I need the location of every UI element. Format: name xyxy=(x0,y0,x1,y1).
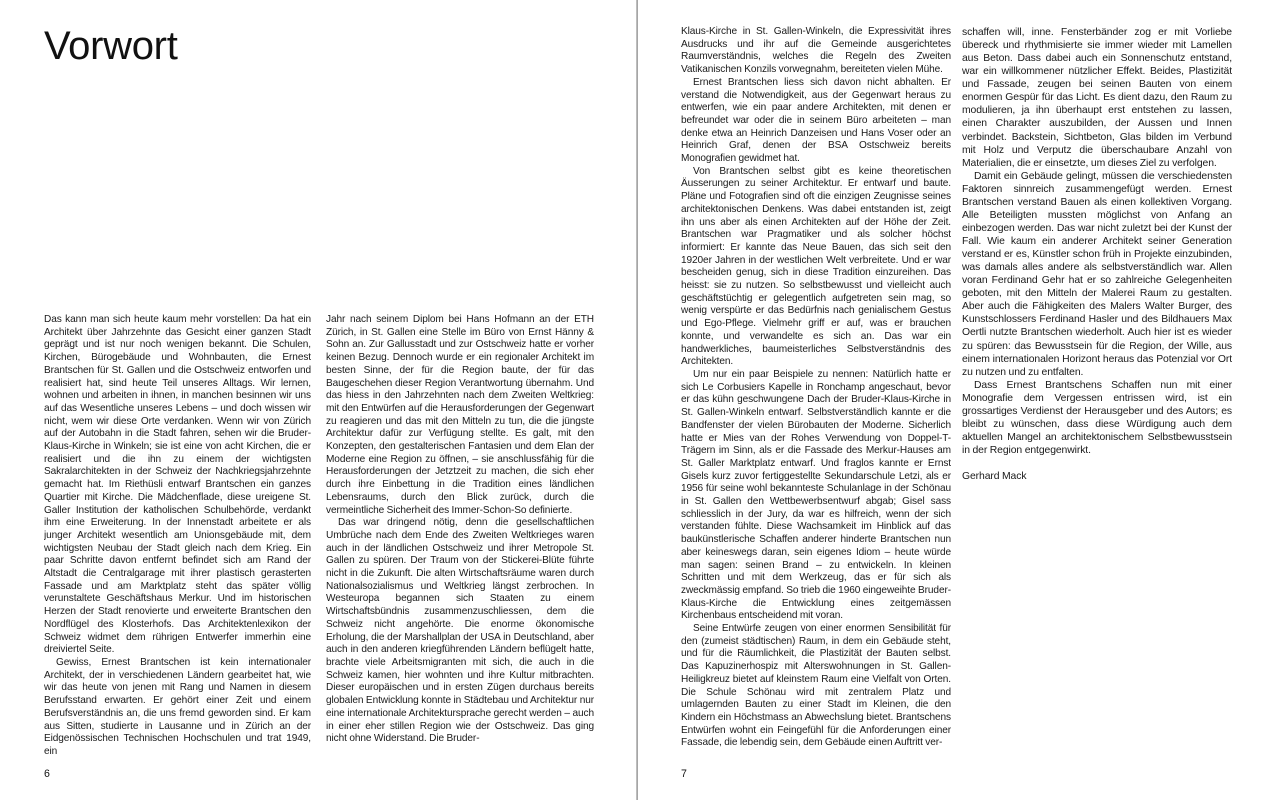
text-column-2 xyxy=(326,314,594,760)
paragraph: Von Brantschen selbst gibt es keine theoretischen Äusserungen zu seiner Architektur. Er entwarf und baute. Pläne und Fotografien sind oft die einzigen Zeugnisse seines architektonischen Denkens. Was dabei entstanden ist, zeigt ihn uns aber als einen Architekten auf der Höhe der Zeit. Brantschen war Pragmatiker und als solcher höchst informiert: Er kannte das Neue Bauen, das sich seit den 1920er Jahren in der westlichen Welt verbreitete. Und er war bescheiden genug, sich in diese Tradition einzureihen. Das heisst: sie zu nutzen. So selbstbewusst und vielleicht auch geschäftstüchtig er gelegentlich aufgetreten sein mag, so wenig verspürte er das Bedürfnis nach genialischem Gestus und Ego-Pflege. Vielmehr griff er auf, was er brauchen konnte, und verwandelte es sich an. Das war ein handwerkliches, baumeisterliches Selbstverständnis des Architekten. xyxy=(681,165,951,368)
text-column-4 xyxy=(962,26,1232,486)
author-signature: Gerhard Mack xyxy=(962,471,1027,483)
text-column-1 xyxy=(44,314,311,760)
paragraph: Klaus-Kirche in St. Gallen-Winkeln, die Expressivität ihres Ausdrucks und ihr auf die Gemeinde ausgerichtetes Raumverständnis, welches die Regeln des Zweiten Vatikanischen Konzils vorwegnahm, bereiteten vielen Mühe. xyxy=(681,26,951,76)
paragraph: Dass Ernest Brantschens Schaffen nun mit einer Monografie dem Vergessen entrissen wird, ist ein grossartiges Verdienst der Herausgeber und des Autors; es bleibt zu wünschen, dass diese Würdigung auch dem aktuellen Mangel an architektonischem Selbstbewusstsein in der Region entgegenwirkt. xyxy=(962,379,1232,456)
paragraph: Damit ein Gebäude gelingt, müssen die verschiedensten Faktoren sinnreich zusammengefügt werden. Ernest Brantschen verstand Bauen als einen kollektiven Vorgang. Alle Beteiligten mussten möglichst von Anfang an einbezogen werden. Das war nicht zuletzt bei der Kunst der Fall. Wie kaum ein anderer Architekt seiner Generation verstand er es, Künstler schon früh in Projekte einzubinden, was damals alles andere als selbstverständlich war. Allen voran Ferdinand Gehr hat er so zahlreiche Gelegenheiten geboten, mit den Mitteln der Malerei Raum zu gestalten. Aber auch die Fähigkeiten des Malers Walter Burger, des Kunstschlossers Ferdinand Hasler und des Bildhauers Max Oertli nutzte Brantschen wiederholt. Auch hier ist es wieder zu spüren: das Bewusstsein für die Region, der Wille, aus einem internationalen Horizont heraus das Potenzial vor Ort zu nutzen und zu entfalten. xyxy=(962,170,1232,378)
paragraph: Um nur ein paar Beispiele zu nennen: Natürlich hatte er sich Le Corbusiers Kapelle in Ronchamp angeschaut, bevor er das kühn geschwungene Dach der Bruder-Klaus-Kirche in St. Gallen-Winkeln entwarf. Selbstverständlich kannte er die Bandfenster der vielen Bürobauten der Moderne. Sicherlich hatte er Mies van der Rohes Verwendung von Doppel-T-Trägern im Sinn, als er die Fassade des Merkur-Hauses am St. Galler Marktplatz entwarf. Und fraglos kannte er Ernst Gisels kurz zuvor fertiggestellte Sekundarschule Letzi, als er 1956 für seine wohl bekannteste Schulanlage in der Schönau in St. Gallen den Wettbewerbsentwurf abgab; Gisel sass schliesslich in der Jury, da war es hilfreich, wenn der sich verstanden fühlte. Diese Wachsamkeit im Hinblick auf das baukünstlerische Schaffen anderer hinderte Brantschen nun aber keineswegs daran, sein eigenes Idiom – heute würde man sagen: seinen Brand – zu entwickeln. In kleinen Schritten und mit dem Werkzeug, das er für sich als zweckmässig empfand. So trieb die 1960 eingeweihte Bruder-Klaus-Kirche die Entwicklung eines zeitgemässen Kirchenbaus entscheidend mit voran. xyxy=(681,368,951,622)
page-number-right: 7 xyxy=(681,768,687,780)
paragraph: Seine Entwürfe zeugen von einer enormen Sensibilität für den (zumeist städtischen) Raum, in dem ein Gebäude steht, und für die Räumlichkeit, die Plastizität der Bauten selbst. Das Kapuzinerhospiz mit Alterswohnungen in St. Gallen-Heiligkreuz bietet auf kleinstem Raum eine Vielfalt von Orten. Die Schule Schönau wird mit zentralem Platz und umlagernden Bauten zu einer Stadt im Kleinen, die den Kindern ein Höchstmass an Abwechslung bietet. Brantschens Entwürfen wohnt ein Feingefühl für die Anforderungen einer Fassade, die lebendig sein, dem Gebäude einen Auftritt ver- xyxy=(681,623,951,749)
text-column-3 xyxy=(681,26,951,758)
paragraph: Das kann man sich heute kaum mehr vorstellen: Da hat ein Architekt über Jahrzehnte das Gesicht einer ganzen Stadt geprägt und ist nur noch wenigen bekannt. Die Schulen, Kirchen, Bürogebäude und Wohnbauten, die Ernest Brantschen für St. Gallen und die Ostschweiz entworfen und realisiert hat, sind heute Teil unseres Alltags. Wir lernen, wohnen und arbeiten in ihnen, in manchen besinnen wir uns auf das Wesentliche unseres Lebens – und doch wissen wir nicht, wem wir diese Orte verdanken. Wenn wir von Zürich auf der Autobahn in die Stadt fahren, sehen wir die Bruder-Klaus-Kirche in Winkeln; sie ist eine von acht Kirchen, die er realisiert und die ihn zu einem der wichtigsten Sakralarchitekten in der Schweiz der Nachkriegsjahrzehnte gemacht hat. Im Riethüsli entwarf Brantschen ein ganzes Quartier mit Kirche. Die Mädchenflade, diese ureigene St. Galler Institution der katholischen Schulbehörde, verdankt ihm eine Erweiterung. In der Innenstadt arbeitete er als junger Architekt wesentlich am Unionsgebäude mit, dem wichtigsten Neubau der Stadt gleich nach dem Krieg. Ein paar Schritte davon entfernt befindet sich am Rand der Altstadt die Centralgarage mit ihrer plastisch gerasterten Fassade und am Marktplatz steht das später völlig verunstaltete Geschäftshaus Merkur. Und im historischen Herzen der Stadt renovierte und erweiterte Brantschen den Nordflügel des Klosterhofs. Das Architektenlexikon der Schweiz widmet dem rührigen Entwerfer immerhin eine dreiviertel Seite. xyxy=(44,314,311,656)
page-number-left: 6 xyxy=(44,768,50,780)
paragraph: Jahr nach seinem Diplom bei Hans Hofmann an der ETH Zürich, in St. Gallen eine Stelle im Büro von Ernst Hänny & Sohn an. Zur Gallusstadt und zur Ostschweiz hatte er vorher keinen Bezug. Dennoch wurde er ein regionaler Architekt im besten Sinne, der für die Region baute, der für das Baugeschehen dieser Region Verantwortung übernahm. Und das hiess in den Jahrzehnten nach dem Zweiten Weltkrieg: mit den Entwürfen auf die Herausforderungen der Gegenwart zu reagieren und das mit den Mitteln zu tun, die die jüngste Architektur dafür zur Verfügung stellte. Es galt, mit den Konzepten, den gestalterischen Fantasien und dem Elan der Moderne eine Region zu öffnen, – sie anschlussfähig für die Herausforderungen der Jetztzeit zu machen, die sich eher durch ihre Einbettung in die Tradition eines ländlichen Lebensraums, durch den Blick zurück, durch die vermeintliche Sicherheit des Immer-Schon-So definierte. xyxy=(326,314,594,516)
paragraph: schaffen will, inne. Fensterbänder zog er mit Vorliebe übereck und rhythmisierte sie immer wieder mit Lamellen aus Beton. Dass dabei auch ein Sonnenschutz entstand, war ein willkommener nützlicher Effekt. Beides, Plastizität und Fassade, zeugen bei seinen Bauten von einem enormen Gespür für das Licht. Es dient dazu, den Raum zu modulieren, ja ihn überhaupt erst entstehen zu lassen, einen Charakter auszubilden, der Aussen und Innen verbindet. Backstein, Sichtbeton, Glas bilden im Verbund mit Holz und Verputz die überschaubare Anzahl von Materialien, die er einsetzte, um dieses Ziel zu verfolgen. xyxy=(962,27,1232,169)
paragraph: Das war dringend nötig, denn die gesellschaftlichen Umbrüche nach dem Ende des Zweiten Weltkrieges waren auch in der ländlichen Ostschweiz und ihrer Metropole St. Gallen zu spüren. Der Traum von der Stickerei-Blüte führte nicht in die Zukunft. Die alten Wirtschaftsräume waren durch Nationalsozialismus und Weltkrieg längst zerbrochen. In Westeuropa begannen sich Staaten zu einem Wirtschaftsbündnis zusammenzuschliessen, dem die Schweiz nicht angehörte. Die enorme ökonomische Erholung, die der Marshallplan der USA in Deutschland, aber auch in den anderen kriegführenden Ländern beflügelt hatte, brachte viele Arbeitsmigranten mit sich, die auch in die Schweiz kamen, hier wohnten und ihre Kultur mitbrachten. Dieser europäischen und in ersten Zügen durchaus bereits globalen Entwicklung konnte in Städtebau und Architektur nur eine internationale Architektursprache gerecht werden – auch in einer eher stillen Region wie der Ostschweiz. Das ging nicht ohne Widerstand. Die Bruder- xyxy=(326,517,594,745)
paragraph: Gewiss, Ernest Brantschen ist kein internationaler Architekt, der in verschiedenen Ländern gearbeitet hat, wie wir das heute von jenen mit Rang und Namen in diesem Berufsstand erwarten. Er gehört einer Zeit und einem Berufsverständnis an, die uns fremd geworden sind. Er kam aus Sitten, studierte in Lausanne und in Zürich an der Eidgenössischen Technischen Hochschulen und trat 1949, ein xyxy=(44,656,311,757)
paragraph: Ernest Brantschen liess sich davon nicht abhalten. Er verstand die Notwendigkeit, aus der Gegenwart heraus zu entwerfen, wie ein paar andere Architekten, mit denen er befreundet war oder die in seinem Büro arbeiteten – man denke etwa an Heinrich Danzeisen und Hans Voser oder an Heinrich Graf, denen der BSA Ostschweiz bereits Monografien gewidmet hat. xyxy=(681,76,951,165)
page-title: Vorwort xyxy=(44,24,178,68)
